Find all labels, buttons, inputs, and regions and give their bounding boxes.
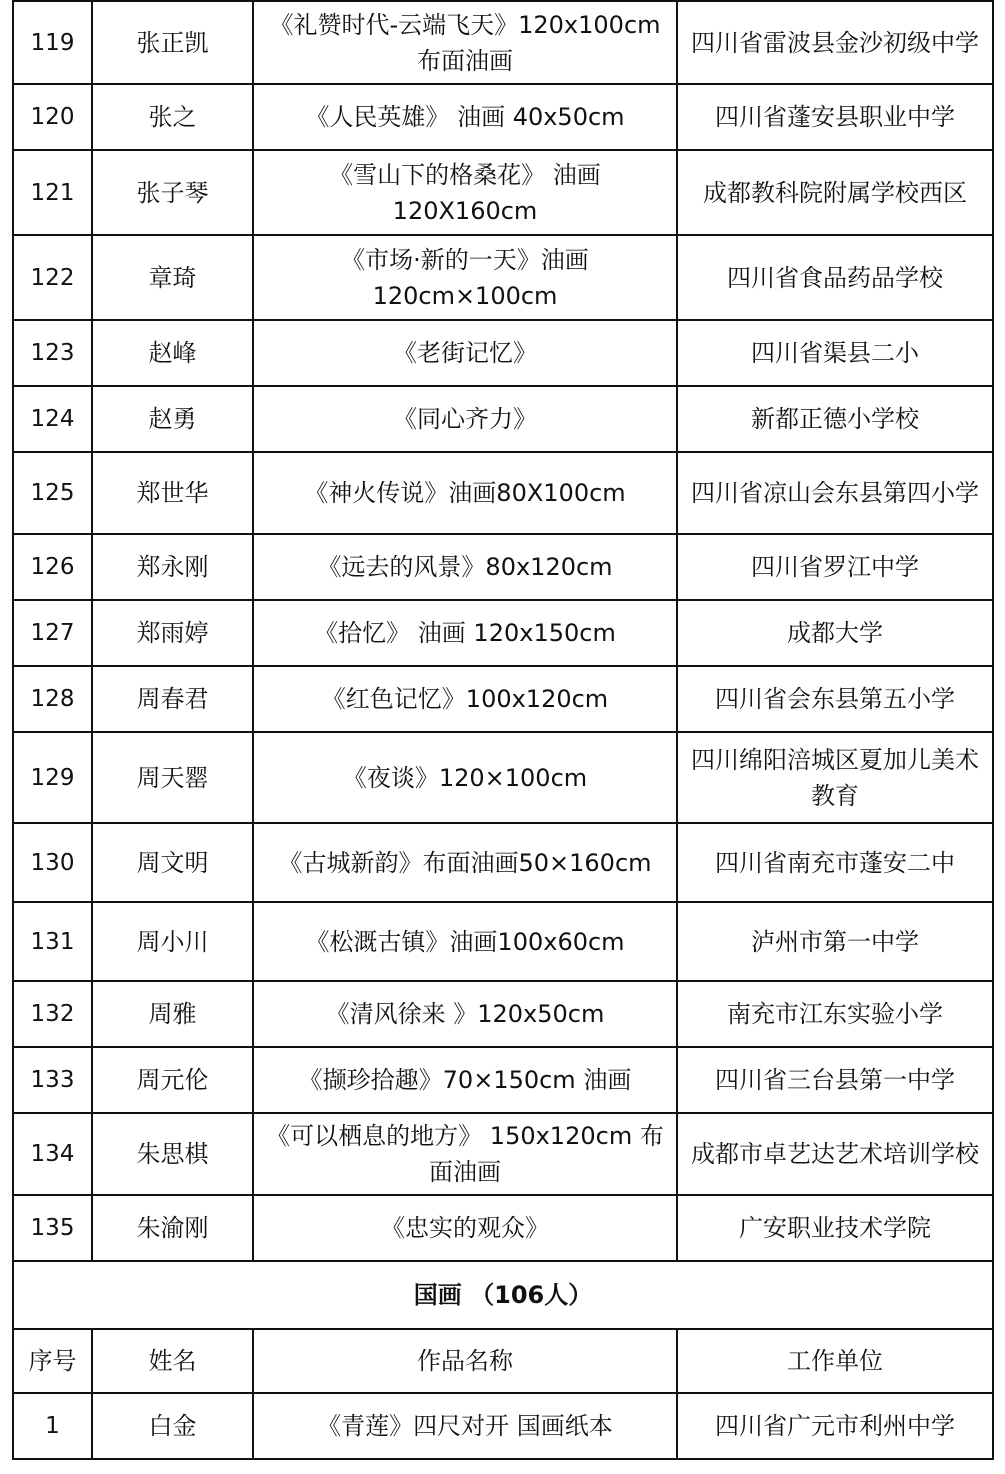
table-row	[13, 902, 993, 981]
cell-no: 120	[13, 84, 92, 150]
table-row	[13, 84, 993, 150]
cell-no: 123	[13, 320, 92, 386]
cell-name: 周天罂	[92, 732, 253, 823]
cell-work: 《青莲》四尺对开 国画纸本	[253, 1393, 677, 1459]
cell-unit: 四川省会东县第五小学	[677, 666, 993, 732]
cell-unit: 四川绵阳涪城区夏加儿美术教育	[677, 732, 993, 823]
cell-unit: 成都大学	[677, 600, 993, 666]
header-no: 序号	[13, 1329, 92, 1393]
cell-work: 《同心齐力》	[253, 386, 677, 452]
cell-no: 124	[13, 386, 92, 452]
cell-name: 周元伦	[92, 1047, 253, 1113]
cell-name: 周雅	[92, 981, 253, 1047]
cell-no: 122	[13, 235, 92, 320]
cell-name: 周文明	[92, 823, 253, 902]
cell-no: 1	[13, 1393, 92, 1459]
cell-name: 郑永刚	[92, 534, 253, 600]
cell-unit: 四川省三台县第一中学	[677, 1047, 993, 1113]
table-row	[13, 600, 993, 666]
table-row	[13, 320, 993, 386]
table-row	[13, 235, 993, 320]
header-name: 姓名	[92, 1329, 253, 1393]
cell-name: 郑雨婷	[92, 600, 253, 666]
cell-unit: 四川省渠县二小	[677, 320, 993, 386]
cell-name: 白金	[92, 1393, 253, 1459]
cell-work: 《松溉古镇》油画100x60cm	[253, 902, 677, 981]
table-row	[13, 386, 993, 452]
cell-no: 129	[13, 732, 92, 823]
cell-no: 119	[13, 1, 92, 84]
table-row	[13, 1, 993, 84]
cell-work: 《神火传说》油画80X100cm	[253, 452, 677, 534]
header-work: 作品名称	[253, 1329, 677, 1393]
cell-unit: 成都教科院附属学校西区	[677, 150, 993, 235]
cell-no: 130	[13, 823, 92, 902]
oil-painting-rows	[13, 1, 993, 1261]
cell-no: 134	[13, 1113, 92, 1195]
cell-work: 《远去的风景》80x120cm	[253, 534, 677, 600]
table-row	[13, 150, 993, 235]
cell-no: 135	[13, 1195, 92, 1261]
award-list-table	[12, 0, 994, 1460]
cell-no: 127	[13, 600, 92, 666]
cell-no: 126	[13, 534, 92, 600]
cell-work: 《雪山下的格桑花》 油画 120X160cm	[253, 150, 677, 235]
cell-unit: 广安职业技术学院	[677, 1195, 993, 1261]
guohua-rows	[13, 1393, 993, 1459]
cell-unit: 四川省南充市蓬安二中	[677, 823, 993, 902]
cell-work: 《夜谈》120×100cm	[253, 732, 677, 823]
cell-name: 周春君	[92, 666, 253, 732]
header-row	[13, 1329, 993, 1393]
cell-name: 朱渝刚	[92, 1195, 253, 1261]
cell-unit: 四川省广元市利州中学	[677, 1393, 993, 1459]
cell-no: 132	[13, 981, 92, 1047]
table-row	[13, 666, 993, 732]
cell-no: 133	[13, 1047, 92, 1113]
cell-work: 《撷珍拾趣》70×150cm 油画	[253, 1047, 677, 1113]
header-unit: 工作单位	[677, 1329, 993, 1393]
table-row	[13, 534, 993, 600]
cell-work: 《老街记忆》	[253, 320, 677, 386]
cell-name: 张正凯	[92, 1, 253, 84]
table-row	[13, 1393, 993, 1459]
cell-work: 《拾忆》 油画 120x150cm	[253, 600, 677, 666]
cell-work: 《市场·新的一天》油画 120cm×100cm	[253, 235, 677, 320]
cell-name: 朱思棋	[92, 1113, 253, 1195]
cell-name: 张子琴	[92, 150, 253, 235]
cell-work: 《红色记忆》100x120cm	[253, 666, 677, 732]
cell-name: 张之	[92, 84, 253, 150]
cell-unit: 新都正德小学校	[677, 386, 993, 452]
cell-work: 《清风徐来 》120x50cm	[253, 981, 677, 1047]
cell-unit: 四川省罗江中学	[677, 534, 993, 600]
cell-unit: 四川省雷波县金沙初级中学	[677, 1, 993, 84]
table-row	[13, 1113, 993, 1195]
cell-no: 121	[13, 150, 92, 235]
cell-name: 赵峰	[92, 320, 253, 386]
cell-work: 《人民英雄》 油画 40x50cm	[253, 84, 677, 150]
cell-name: 周小川	[92, 902, 253, 981]
section-title-row	[13, 1261, 993, 1329]
cell-work: 《礼赞时代-云端飞天》120x100cm 布面油画	[253, 1, 677, 84]
cell-unit: 成都市卓艺达艺术培训学校	[677, 1113, 993, 1195]
cell-no: 125	[13, 452, 92, 534]
section-title: 国画 （106人）	[13, 1261, 993, 1329]
cell-unit: 南充市江东实验小学	[677, 981, 993, 1047]
guohua-section	[13, 1261, 993, 1393]
cell-name: 赵勇	[92, 386, 253, 452]
cell-work: 《忠实的观众》	[253, 1195, 677, 1261]
table-row	[13, 1047, 993, 1113]
table-row	[13, 1195, 993, 1261]
table-row	[13, 452, 993, 534]
cell-unit: 泸州市第一中学	[677, 902, 993, 981]
cell-unit: 四川省蓬安县职业中学	[677, 84, 993, 150]
cell-name: 郑世华	[92, 452, 253, 534]
cell-work: 《古城新韵》布面油画50×160cm	[253, 823, 677, 902]
cell-no: 128	[13, 666, 92, 732]
table-row	[13, 732, 993, 823]
cell-no: 131	[13, 902, 92, 981]
table-row	[13, 981, 993, 1047]
cell-name: 章琦	[92, 235, 253, 320]
cell-work: 《可以栖息的地方》 150x120cm 布面油画	[253, 1113, 677, 1195]
cell-unit: 四川省凉山会东县第四小学	[677, 452, 993, 534]
cell-unit: 四川省食品药品学校	[677, 235, 993, 320]
table-row	[13, 823, 993, 902]
